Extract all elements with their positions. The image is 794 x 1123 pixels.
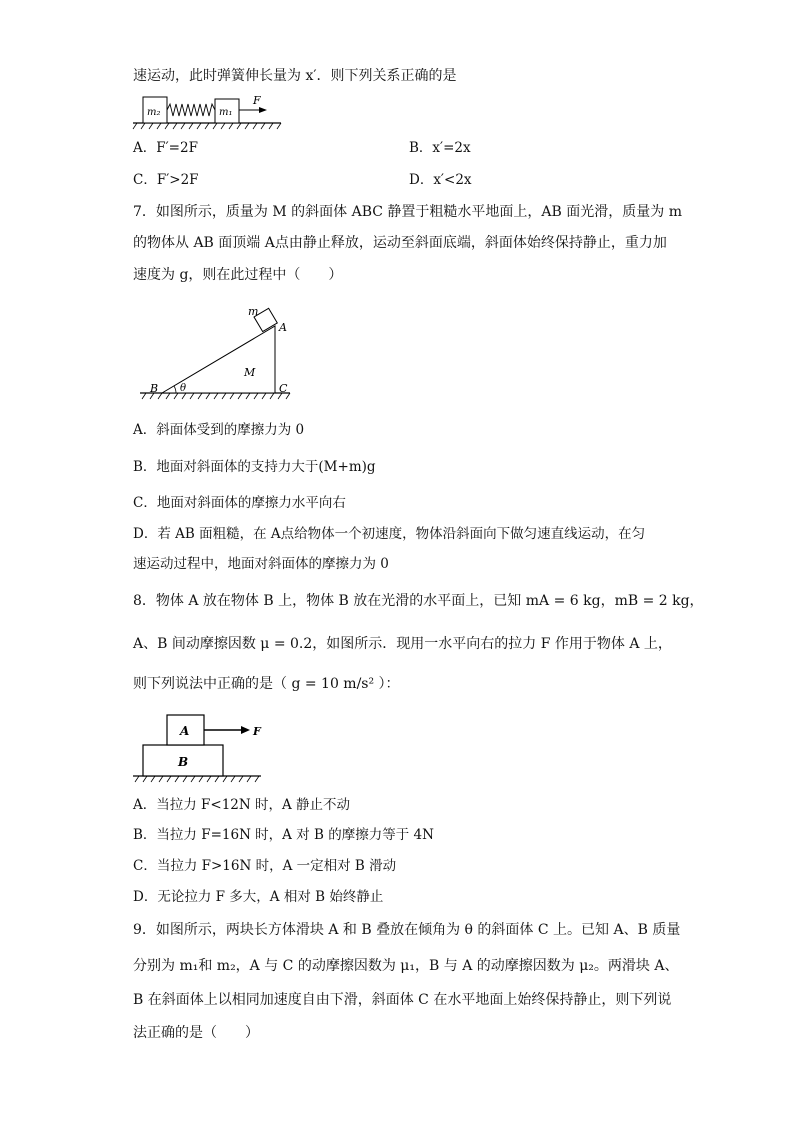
block-b-label: B <box>178 755 189 769</box>
label-m: m <box>248 305 259 318</box>
q6-option-b: B．x′=2x <box>409 140 471 156</box>
q8-option-c: C．当拉力 F>16N 时，A 一定相对 B 滑动 <box>133 858 397 874</box>
q7-option-d-cont: 速运动过程中，地面对斜面体的摩擦力为 0 <box>133 556 389 572</box>
q7-option-d: D．若 AB 面粗糙，在 A点给物体一个初速度，物体沿斜面向下做匀速直线运动，在匀 <box>133 526 646 542</box>
label-b: B <box>150 382 159 395</box>
q7-stem-line: 7．如图所示，质量为 M 的斜面体 ABC 静置于粗糙水平地面上，AB 面光滑，质量为 m <box>133 204 682 220</box>
force-label: F <box>253 725 261 738</box>
q6-option-a: A．F′=2F <box>133 140 198 156</box>
force-label: F <box>253 94 261 107</box>
label-c: C <box>279 382 288 395</box>
q7-stem-line: 速度为 g，则在此过程中（ ） <box>133 267 343 283</box>
q8-option-b: B．当拉力 F=16N 时，A 对 B 的摩擦力等于 4N <box>133 827 434 843</box>
q9-stem-line: 法正确的是（ ） <box>133 1025 259 1041</box>
q9-stem-line: 分别为 m₁和 m₂，A 与 C 的动摩擦因数为 μ₁，B 与 A 的动摩擦因数为 μ₂。两滑块 A、 <box>133 958 679 974</box>
block-m1-label: m₁ <box>219 107 233 118</box>
q8-option-a: A．当拉力 F<12N 时，A 静止不动 <box>133 797 351 813</box>
spring <box>167 104 215 116</box>
q7-option-b: B．地面对斜面体的支持力大于(M+m)g <box>133 459 376 475</box>
q9-stem-line: B 在斜面体上以相同加速度自由下滑，斜面体 C 在水平地面上始终保持静止，则下列说 <box>133 992 672 1008</box>
q9-stem-line: 9．如图所示，两块长方体滑块 A 和 B 叠放在倾角为 θ 的斜面体 C 上。已知 A、B 质量 <box>133 922 681 938</box>
block-m2-label: m₂ <box>147 107 161 118</box>
q7-option-a: A．斜面体受到的摩擦力为 0 <box>133 422 305 438</box>
q8-stem-line: A、B 间动摩擦因数 μ = 0.2，如图所示．现用一水平向右的拉力 F 作用于物体 A 上， <box>133 636 672 652</box>
q6-option-c: C．F′>2F <box>133 172 199 188</box>
q6-text-line: 速运动，此时弹簧伸长量为 x′．则下列关系正确的是 <box>133 68 457 84</box>
label-big-m: M <box>244 366 256 379</box>
block-a-label: A <box>180 724 190 738</box>
q7-option-c: C．地面对斜面体的摩擦力水平向右 <box>133 495 346 511</box>
force-arrow-head <box>241 726 250 734</box>
q8-stacked-blocks-figure <box>133 708 273 788</box>
label-a: A <box>279 321 287 334</box>
q7-incline-figure <box>140 303 300 403</box>
label-theta: θ <box>180 383 187 394</box>
q6-option-d: D．x′<2x <box>409 172 472 188</box>
q6-spring-figure <box>133 92 293 132</box>
q7-stem-line: 的物体从 AB 面顶端 A点由静止释放，运动至斜面底端，斜面体始终保持静止，重力加 <box>133 235 667 251</box>
q8-stem-line: 8．物体 A 放在物体 B 上，物体 B 放在光滑的水平面上，已知 mA = 6 kg，mB = 2 kg， <box>133 593 704 609</box>
q8-option-d: D．无论拉力 F 多大，A 相对 B 始终静止 <box>133 889 384 905</box>
incline-abc <box>162 326 275 393</box>
q8-stem-line: 则下列说法中正确的是（ g = 10 m/s² ）： <box>133 676 400 692</box>
force-arrow-head <box>259 107 267 113</box>
